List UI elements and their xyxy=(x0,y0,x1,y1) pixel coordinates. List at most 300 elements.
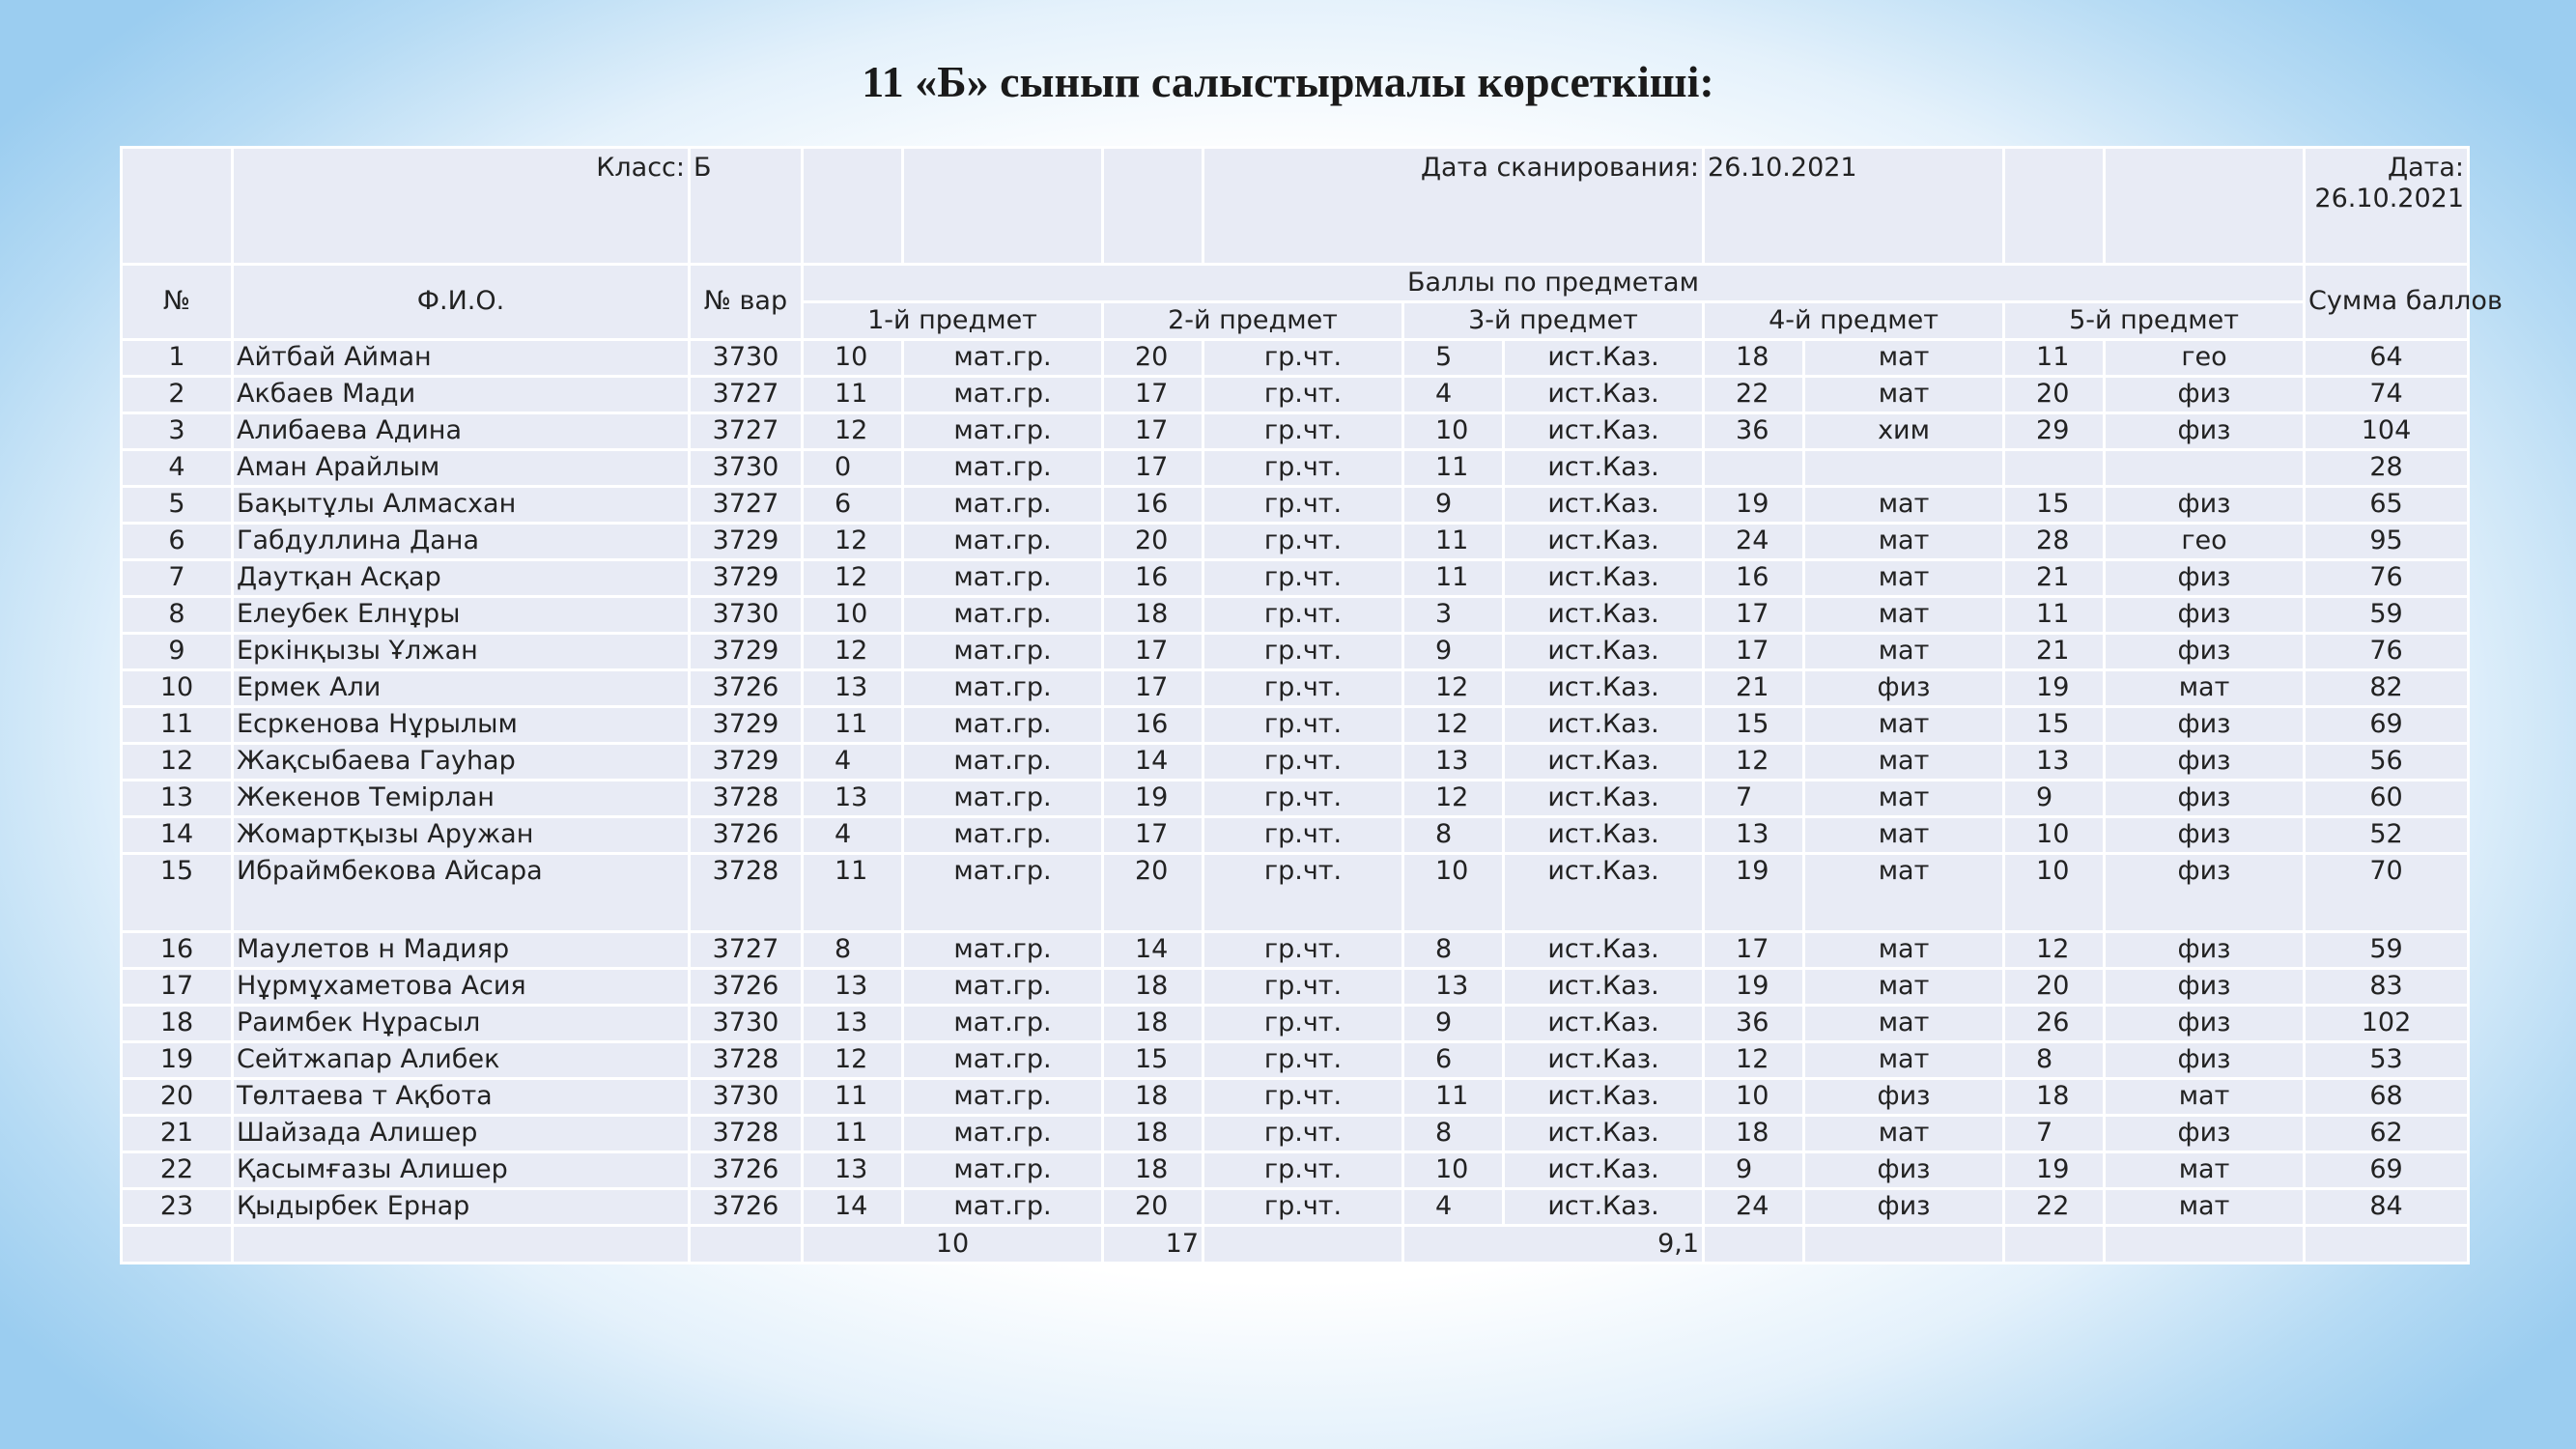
subject1-name: мат.гр. xyxy=(903,1006,1103,1042)
subject1-name: мат.гр. xyxy=(903,340,1103,377)
subject2-score: 17 xyxy=(1103,413,1203,450)
subject3-name: ист.Каз. xyxy=(1504,450,1704,487)
subject2-score: 17 xyxy=(1103,450,1203,487)
subject3-score: 12 xyxy=(1403,670,1504,707)
subject5-score: 10 xyxy=(2004,854,2105,932)
row-number: 14 xyxy=(122,817,233,854)
subject1-score: 12 xyxy=(803,413,903,450)
subject2-score: 18 xyxy=(1103,1079,1203,1116)
subject5-score: 21 xyxy=(2004,560,2105,597)
subject4-score: 21 xyxy=(1704,670,1804,707)
empty-cell xyxy=(233,1226,690,1264)
subject3-name: ист.Каз. xyxy=(1504,597,1704,634)
average-subject-2: 17 xyxy=(1103,1226,1203,1264)
subject3-name: ист.Каз. xyxy=(1504,1189,1704,1226)
subject4-score: 12 xyxy=(1704,1042,1804,1079)
subject2-score: 18 xyxy=(1103,969,1203,1006)
table-row xyxy=(122,932,2469,969)
subject3-score: 10 xyxy=(1403,413,1504,450)
subject5-score: 29 xyxy=(2004,413,2105,450)
subject2-score: 20 xyxy=(1103,854,1203,932)
score-sum: 102 xyxy=(2305,1006,2469,1042)
variant-number: 3726 xyxy=(690,1152,803,1189)
subject1-name: мат.гр. xyxy=(903,1042,1103,1079)
meta-cell xyxy=(122,148,233,265)
subject5-name: мат xyxy=(2105,670,2305,707)
subject1-score: 0 xyxy=(803,450,903,487)
row-number: 12 xyxy=(122,744,233,781)
subject4-name: мат xyxy=(1804,634,2004,670)
table-row xyxy=(122,413,2469,450)
subject2-score: 18 xyxy=(1103,1116,1203,1152)
subject4-score: 24 xyxy=(1704,524,1804,560)
meta-cell xyxy=(1103,148,1203,265)
subject4-name: мат xyxy=(1804,707,2004,744)
subject2-name: гр.чт. xyxy=(1203,340,1403,377)
subject3-name: ист.Каз. xyxy=(1504,781,1704,817)
subject5-score: 9 xyxy=(2004,781,2105,817)
subject3-score: 6 xyxy=(1403,1042,1504,1079)
score-sum: 53 xyxy=(2305,1042,2469,1079)
table-row xyxy=(122,487,2469,524)
table-row xyxy=(122,1116,2469,1152)
student-name: Алибаева Адина xyxy=(233,413,690,450)
score-sum: 76 xyxy=(2305,634,2469,670)
score-sum: 82 xyxy=(2305,670,2469,707)
subject3-score: 8 xyxy=(1403,1116,1504,1152)
row-number: 10 xyxy=(122,670,233,707)
empty-cell xyxy=(2004,1226,2105,1264)
subject3-name: ист.Каз. xyxy=(1504,1006,1704,1042)
subject1-name: мат.гр. xyxy=(903,707,1103,744)
score-sum: 52 xyxy=(2305,817,2469,854)
variant-number: 3730 xyxy=(690,450,803,487)
subject3-score: 8 xyxy=(1403,817,1504,854)
subject4-score: 18 xyxy=(1704,340,1804,377)
subject2-score: 17 xyxy=(1103,377,1203,413)
student-name: Нұрмұхаметова Асия xyxy=(233,969,690,1006)
subject4-score: 19 xyxy=(1704,854,1804,932)
subject4-score: 19 xyxy=(1704,487,1804,524)
subject4-name: мат xyxy=(1804,1116,2004,1152)
row-number: 6 xyxy=(122,524,233,560)
scan-date-label: Дата сканирования: xyxy=(1203,148,1704,265)
student-name: Есркенова Нұрылым xyxy=(233,707,690,744)
row-number: 16 xyxy=(122,932,233,969)
subject2-score: 18 xyxy=(1103,1006,1203,1042)
variant-number: 3727 xyxy=(690,932,803,969)
subject2-name: гр.чт. xyxy=(1203,1116,1403,1152)
table-row xyxy=(122,817,2469,854)
variant-number: 3726 xyxy=(690,969,803,1006)
subject3-score: 11 xyxy=(1403,1079,1504,1116)
student-name: Акбаев Мади xyxy=(233,377,690,413)
subject4-name: мат xyxy=(1804,854,2004,932)
subject5-score xyxy=(2004,450,2105,487)
subject2-name: гр.чт. xyxy=(1203,450,1403,487)
student-name: Айтбай Айман xyxy=(233,340,690,377)
subject1-name: мат.гр. xyxy=(903,524,1103,560)
score-sum: 76 xyxy=(2305,560,2469,597)
score-sum: 84 xyxy=(2305,1189,2469,1226)
subject2-score: 17 xyxy=(1103,817,1203,854)
subject5-name: гео xyxy=(2105,524,2305,560)
subject5-score: 15 xyxy=(2004,487,2105,524)
subject4-score xyxy=(1704,450,1804,487)
subject5-score: 15 xyxy=(2004,707,2105,744)
empty-cell xyxy=(1804,1226,2004,1264)
subject5-name: физ xyxy=(2105,560,2305,597)
subject1-name: мат.гр. xyxy=(903,1116,1103,1152)
subject3-name: ист.Каз. xyxy=(1504,670,1704,707)
student-name: Аман Арайлым xyxy=(233,450,690,487)
score-sum: 70 xyxy=(2305,854,2469,932)
subject3-score: 10 xyxy=(1403,1152,1504,1189)
subject3-score: 10 xyxy=(1403,854,1504,932)
subject3-name: ист.Каз. xyxy=(1504,854,1704,932)
subject1-score: 11 xyxy=(803,854,903,932)
subject5-score: 19 xyxy=(2004,1152,2105,1189)
header-subject-5: 5-й предмет xyxy=(2004,302,2305,340)
meta-cell xyxy=(2105,148,2305,265)
empty-cell xyxy=(690,1226,803,1264)
subject4-score: 10 xyxy=(1704,1079,1804,1116)
subject3-name: ист.Каз. xyxy=(1504,1079,1704,1116)
subject2-score: 18 xyxy=(1103,1152,1203,1189)
subject1-score: 13 xyxy=(803,781,903,817)
subject4-score: 7 xyxy=(1704,781,1804,817)
subject3-name: ист.Каз. xyxy=(1504,487,1704,524)
subject4-name: мат xyxy=(1804,1006,2004,1042)
row-number: 4 xyxy=(122,450,233,487)
subject2-name: гр.чт. xyxy=(1203,524,1403,560)
score-sum: 62 xyxy=(2305,1116,2469,1152)
subject4-name xyxy=(1804,450,2004,487)
subject2-name: гр.чт. xyxy=(1203,854,1403,932)
variant-number: 3729 xyxy=(690,634,803,670)
row-number: 3 xyxy=(122,413,233,450)
table-row xyxy=(122,781,2469,817)
header-subject-4: 4-й предмет xyxy=(1704,302,2004,340)
subject4-score: 17 xyxy=(1704,634,1804,670)
variant-number: 3729 xyxy=(690,707,803,744)
subject5-name: физ xyxy=(2105,932,2305,969)
subject2-name: гр.чт. xyxy=(1203,1152,1403,1189)
subject3-name: ист.Каз. xyxy=(1504,340,1704,377)
subject1-score: 4 xyxy=(803,744,903,781)
subject2-score: 20 xyxy=(1103,340,1203,377)
subject1-name: мат.гр. xyxy=(903,670,1103,707)
variant-number: 3726 xyxy=(690,670,803,707)
subject1-name: мат.гр. xyxy=(903,969,1103,1006)
header-scores: Баллы по предметам xyxy=(803,265,2305,302)
subject3-score: 9 xyxy=(1403,634,1504,670)
subject1-name: мат.гр. xyxy=(903,744,1103,781)
student-name: Жомартқызы Аружан xyxy=(233,817,690,854)
subject1-score: 12 xyxy=(803,1042,903,1079)
score-sum: 68 xyxy=(2305,1079,2469,1116)
variant-number: 3727 xyxy=(690,377,803,413)
subject2-name: гр.чт. xyxy=(1203,969,1403,1006)
results-table xyxy=(120,146,2503,1264)
subject3-name: ист.Каз. xyxy=(1504,932,1704,969)
subject5-score: 28 xyxy=(2004,524,2105,560)
score-sum: 56 xyxy=(2305,744,2469,781)
student-name: Даутқан Асқар xyxy=(233,560,690,597)
table-row xyxy=(122,1079,2469,1116)
subject3-score: 9 xyxy=(1403,487,1504,524)
student-name: Ибраймбекова Айсара xyxy=(233,854,690,932)
header-subject-1: 1-й предмет xyxy=(803,302,1103,340)
subject4-name: мат xyxy=(1804,932,2004,969)
variant-number: 3730 xyxy=(690,340,803,377)
empty-cell xyxy=(2105,1226,2305,1264)
score-sum: 59 xyxy=(2305,597,2469,634)
subject1-name: мат.гр. xyxy=(903,377,1103,413)
subject5-name: физ xyxy=(2105,854,2305,932)
average-subject-3: 9,1 xyxy=(1403,1226,1704,1264)
subject2-score: 16 xyxy=(1103,560,1203,597)
variant-number: 3727 xyxy=(690,487,803,524)
variant-number: 3729 xyxy=(690,524,803,560)
variant-number: 3729 xyxy=(690,560,803,597)
subject4-score: 22 xyxy=(1704,377,1804,413)
subject4-name: хим xyxy=(1804,413,2004,450)
class-value: Б xyxy=(690,148,803,265)
table-row xyxy=(122,377,2469,413)
student-name: Қыдырбек Ернар xyxy=(233,1189,690,1226)
subject5-score: 7 xyxy=(2004,1116,2105,1152)
score-sum: 69 xyxy=(2305,707,2469,744)
subject3-name: ист.Каз. xyxy=(1504,524,1704,560)
score-sum: 28 xyxy=(2305,450,2469,487)
subject5-name: физ xyxy=(2105,597,2305,634)
date-value: 26.10.2021 xyxy=(2314,184,2465,214)
subject4-name: мат xyxy=(1804,524,2004,560)
row-number: 17 xyxy=(122,969,233,1006)
subject2-name: гр.чт. xyxy=(1203,781,1403,817)
subject5-name: физ xyxy=(2105,1042,2305,1079)
subject2-score: 17 xyxy=(1103,670,1203,707)
subject2-name: гр.чт. xyxy=(1203,1006,1403,1042)
subject2-score: 18 xyxy=(1103,597,1203,634)
score-sum: 74 xyxy=(2305,377,2469,413)
date-cell xyxy=(2305,148,2469,265)
subject3-score: 8 xyxy=(1403,932,1504,969)
subject3-name: ист.Каз. xyxy=(1504,744,1704,781)
student-name: Төлтаева т Ақбота xyxy=(233,1079,690,1116)
row-number: 1 xyxy=(122,340,233,377)
variant-number: 3728 xyxy=(690,1116,803,1152)
subject1-name: мат.гр. xyxy=(903,597,1103,634)
subject1-score: 12 xyxy=(803,524,903,560)
student-name: Сейтжапар Алибек xyxy=(233,1042,690,1079)
subject1-name: мат.гр. xyxy=(903,487,1103,524)
subject1-name: мат.гр. xyxy=(903,1079,1103,1116)
row-number: 13 xyxy=(122,781,233,817)
variant-number: 3728 xyxy=(690,781,803,817)
subject1-score: 10 xyxy=(803,597,903,634)
subject1-name: мат.гр. xyxy=(903,634,1103,670)
score-sum: 60 xyxy=(2305,781,2469,817)
table-row xyxy=(122,634,2469,670)
score-sum: 95 xyxy=(2305,524,2469,560)
subject1-score: 4 xyxy=(803,817,903,854)
subject4-score: 15 xyxy=(1704,707,1804,744)
score-sum: 59 xyxy=(2305,932,2469,969)
subject5-name: физ xyxy=(2105,487,2305,524)
subject4-score: 16 xyxy=(1704,560,1804,597)
subject1-score: 10 xyxy=(803,340,903,377)
average-subject-1: 10 xyxy=(803,1226,1103,1264)
subject2-score: 19 xyxy=(1103,781,1203,817)
subject4-score: 17 xyxy=(1704,597,1804,634)
subject4-name: мат xyxy=(1804,340,2004,377)
table-row xyxy=(122,1189,2469,1226)
subject5-score: 11 xyxy=(2004,340,2105,377)
student-name: Жақсыбаева Гауһар xyxy=(233,744,690,781)
header-sum: Сумма баллов xyxy=(2305,265,2469,340)
variant-number: 3726 xyxy=(690,817,803,854)
subject4-score: 17 xyxy=(1704,932,1804,969)
subject5-score: 8 xyxy=(2004,1042,2105,1079)
subject2-score: 17 xyxy=(1103,634,1203,670)
header-subject-2: 2-й предмет xyxy=(1103,302,1403,340)
subject5-name: мат xyxy=(2105,1189,2305,1226)
subject2-name: гр.чт. xyxy=(1203,377,1403,413)
subject4-name: мат xyxy=(1804,487,2004,524)
subject1-name: мат.гр. xyxy=(903,932,1103,969)
subject3-score: 11 xyxy=(1403,560,1504,597)
subject4-name: мат xyxy=(1804,781,2004,817)
table-row xyxy=(122,707,2469,744)
subject2-score: 20 xyxy=(1103,524,1203,560)
subject4-score: 19 xyxy=(1704,969,1804,1006)
row-number: 5 xyxy=(122,487,233,524)
score-sum: 104 xyxy=(2305,413,2469,450)
variant-number: 3728 xyxy=(690,854,803,932)
subject2-score: 14 xyxy=(1103,932,1203,969)
subject5-name: физ xyxy=(2105,744,2305,781)
subject3-name: ист.Каз. xyxy=(1504,817,1704,854)
variant-number: 3727 xyxy=(690,413,803,450)
variant-number: 3726 xyxy=(690,1189,803,1226)
subject5-score: 11 xyxy=(2004,597,2105,634)
subject2-score: 16 xyxy=(1103,707,1203,744)
student-name: Габдуллина Дана xyxy=(233,524,690,560)
subject2-name: гр.чт. xyxy=(1203,597,1403,634)
student-name: Қасымғазы Алишер xyxy=(233,1152,690,1189)
row-number: 2 xyxy=(122,377,233,413)
subject4-name: мат xyxy=(1804,560,2004,597)
row-number: 11 xyxy=(122,707,233,744)
subject5-score: 19 xyxy=(2004,670,2105,707)
subject5-score: 12 xyxy=(2004,932,2105,969)
subject2-name: гр.чт. xyxy=(1203,487,1403,524)
subject2-name: гр.чт. xyxy=(1203,413,1403,450)
row-number: 19 xyxy=(122,1042,233,1079)
student-name: Жекенов Темірлан xyxy=(233,781,690,817)
subject5-name: физ xyxy=(2105,377,2305,413)
subject3-name: ист.Каз. xyxy=(1504,969,1704,1006)
row-number: 21 xyxy=(122,1116,233,1152)
subject5-name: гео xyxy=(2105,340,2305,377)
subject4-name: мат xyxy=(1804,817,2004,854)
subject5-score: 21 xyxy=(2004,634,2105,670)
variant-number: 3729 xyxy=(690,744,803,781)
score-sum: 69 xyxy=(2305,1152,2469,1189)
subject4-score: 9 xyxy=(1704,1152,1804,1189)
subject4-score: 18 xyxy=(1704,1116,1804,1152)
subject4-name: физ xyxy=(1804,1079,2004,1116)
subject1-score: 11 xyxy=(803,1079,903,1116)
student-name: Маулетов н Мадияр xyxy=(233,932,690,969)
subject5-score: 18 xyxy=(2004,1079,2105,1116)
subject5-name: мат xyxy=(2105,1079,2305,1116)
table-row xyxy=(122,597,2469,634)
subject5-score: 26 xyxy=(2004,1006,2105,1042)
table-row xyxy=(122,1152,2469,1189)
subject1-score: 13 xyxy=(803,670,903,707)
meta-cell xyxy=(2004,148,2105,265)
subject3-name: ист.Каз. xyxy=(1504,1152,1704,1189)
subject5-name: физ xyxy=(2105,969,2305,1006)
row-number: 15 xyxy=(122,854,233,932)
subject1-score: 12 xyxy=(803,560,903,597)
date-label: Дата: xyxy=(2388,153,2465,183)
row-number: 18 xyxy=(122,1006,233,1042)
table-row xyxy=(122,340,2469,377)
scan-date-value: 26.10.2021 xyxy=(1704,148,2004,265)
student-name: Бақытұлы Алмасхан xyxy=(233,487,690,524)
subject3-score: 3 xyxy=(1403,597,1504,634)
subject4-name: мат xyxy=(1804,969,2004,1006)
subject1-score: 11 xyxy=(803,1116,903,1152)
subject3-name: ист.Каз. xyxy=(1504,560,1704,597)
subject2-name: гр.чт. xyxy=(1203,560,1403,597)
subject1-score: 14 xyxy=(803,1189,903,1226)
subject2-score: 20 xyxy=(1103,1189,1203,1226)
subject3-name: ист.Каз. xyxy=(1504,634,1704,670)
table-row xyxy=(122,1042,2469,1079)
table-row xyxy=(122,450,2469,487)
subject5-score: 22 xyxy=(2004,1189,2105,1226)
variant-number: 3730 xyxy=(690,597,803,634)
header-variant: № вар xyxy=(690,265,803,340)
subject3-name: ист.Каз. xyxy=(1504,413,1704,450)
student-name: Раимбек Нұрасыл xyxy=(233,1006,690,1042)
subject4-score: 12 xyxy=(1704,744,1804,781)
header-name: Ф.И.О. xyxy=(233,265,690,340)
subject3-score: 13 xyxy=(1403,744,1504,781)
row-number: 23 xyxy=(122,1189,233,1226)
variant-number: 3728 xyxy=(690,1042,803,1079)
empty-cell xyxy=(1203,1226,1403,1264)
score-sum: 65 xyxy=(2305,487,2469,524)
table-row xyxy=(122,670,2469,707)
subject1-name: мат.гр. xyxy=(903,413,1103,450)
table-row xyxy=(122,744,2469,781)
student-name: Еркінқызы Ұлжан xyxy=(233,634,690,670)
header-num: № xyxy=(122,265,233,340)
subject2-name: гр.чт. xyxy=(1203,817,1403,854)
subject2-name: гр.чт. xyxy=(1203,634,1403,670)
subject3-score: 11 xyxy=(1403,524,1504,560)
table-row xyxy=(122,969,2469,1006)
subject5-score: 13 xyxy=(2004,744,2105,781)
subject5-score: 20 xyxy=(2004,969,2105,1006)
subject1-score: 12 xyxy=(803,634,903,670)
